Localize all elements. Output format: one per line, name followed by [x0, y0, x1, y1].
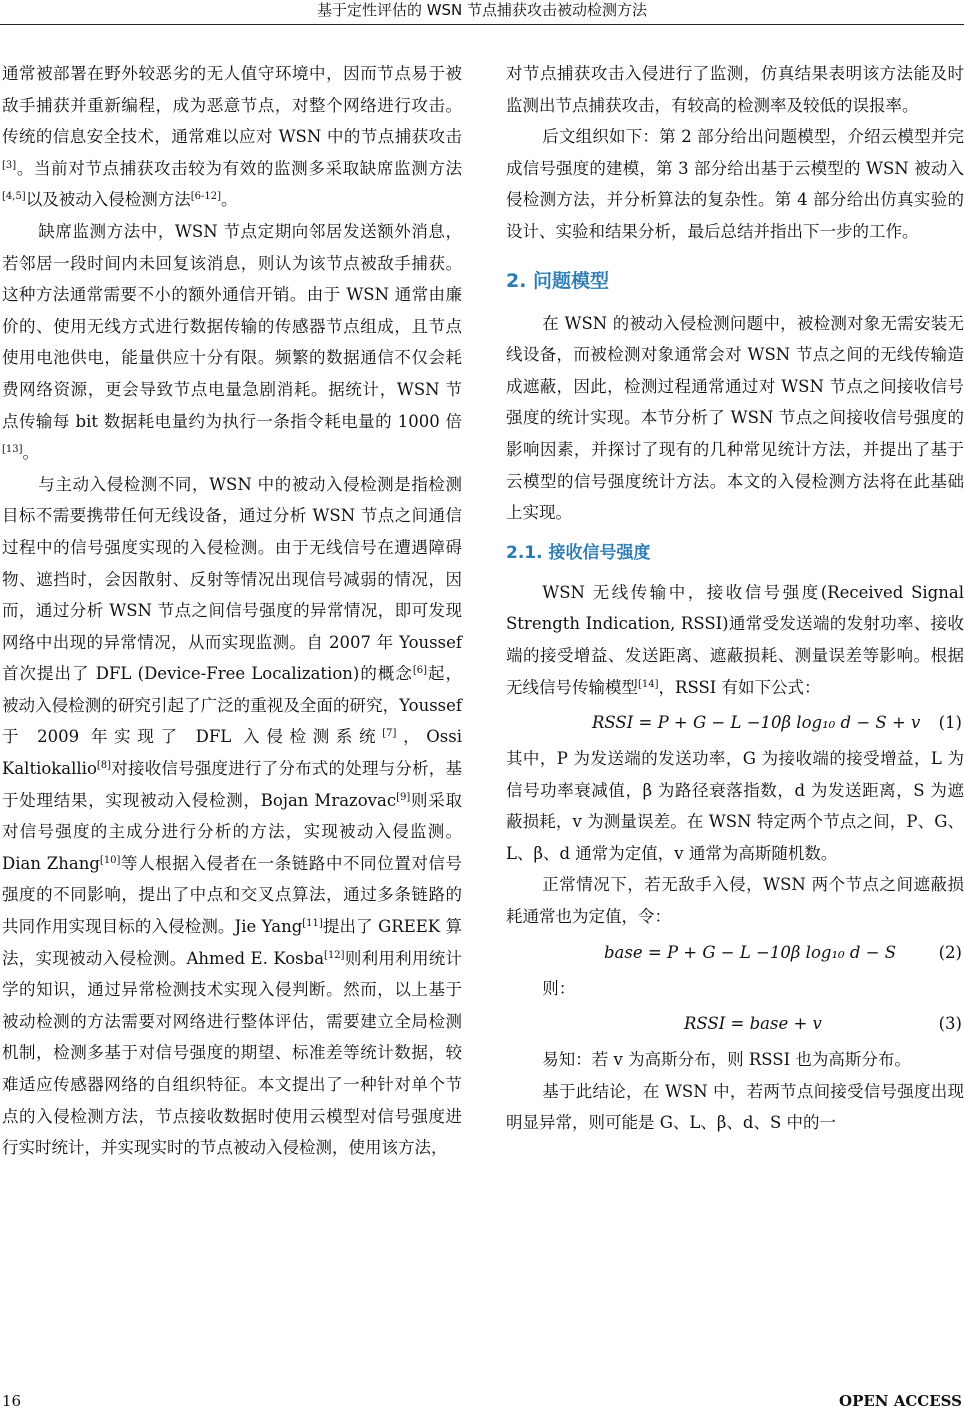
citation-marker: [4,5]	[2, 191, 26, 203]
body-paragraph: 其中，P 为发送端的发送功率，G 为接收端的接受增益，L 为信号功率衰减值，β 为路径衰落指数，d 为发送距离，S 为遮蔽损耗，v 为测量误差。在 WSN 特定两个节点之间，P、G、L、β、d 通常为定值，v 通常为高斯随机数。	[506, 749, 964, 863]
citation-marker: [10]	[99, 854, 121, 866]
body-paragraph: 基于此结论，在 WSN 中，若两节点间接受信号强度出现明显异常，则可能是 G、L、β、d、S 中的一	[506, 1081, 964, 1133]
body-paragraph: 对节点捕获攻击入侵进行了监测，仿真结果表明该方法能及时监测出节点捕获攻击，有较高的检测率及较低的误报率。	[506, 64, 964, 115]
equation-expression: RSSI = P + G − L −10β log₁₀ d − S + v	[592, 713, 921, 733]
equation-1	[506, 703, 964, 743]
equation-expression: RSSI = base + v	[684, 1014, 822, 1034]
page-footer	[0, 1391, 964, 1411]
citation-marker: [14]	[638, 678, 659, 690]
body-paragraph: 后文组织如下：第 2 部分给出问题模型，介绍云模型并完成信号强度的建模，第 3 部分给出基于云模型的 WSN 被动入侵检测方法，并分析算法的复杂性。第 4 部分给出仿真实验的设计、实验和结果分析，最后总结并指出下一步的工作。	[506, 127, 964, 241]
body-paragraph: 正常情况下，若无敌手入侵，WSN 两个节点之间遮蔽损耗通常也为定值，令：	[506, 875, 964, 927]
section-heading: 2. 问题模型	[506, 269, 610, 292]
equation-number: (2)	[938, 942, 962, 962]
body-paragraph: 缺席监测方法中，WSN 节点定期向邻居发送额外消息，若邻居一段时间内未回复该消息，则认为该节点被敌手捕获。这种方法通常需要不小的额外通信开销。由于 WSN 通常由廉价的、使用无线方式进行数据传输的传感器节点组成，且节点使用电池供电，能量供应十分有限。频繁的数据通信不仅会耗费网络资源，更会导致节点电量急剧消耗。据统计，WSN 节点传输每 bit 数据耗电量约为执行一条指令耗电量的 1000 倍[13]。	[2, 221, 462, 463]
body-paragraph: 在 WSN 的被动入侵检测问题中，被检测对象无需安装无线设备，而被检测对象通常会对 WSN 节点之间的无线传输造成遮蔽，因此，检测过程通常通过对 WSN 节点之间接收信号强度的统计实现。本节分析了 WSN 节点之间接收信号强度的影响因素，并探讨了现有的几种常见统计方法，并提出了基于云模型的信号强度统计方法。本文的入侵检测方法将在此基础上实现。	[506, 313, 964, 523]
body-paragraph: 通常被部署在野外较恶劣的无人值守环境中，因而节点易于被敌手捕获并重新编程，成为恶意节点，对整个网络进行攻击。传统的信息安全技术，通常难以应对 WSN 中的节点捕获攻击[3]。当前对节点捕获攻击较为有效的监测多采取缺席监测方法[4,5]以及被动入侵检测方法[6-12]。	[2, 64, 462, 210]
citation-marker: [13]	[2, 444, 23, 456]
body-paragraph: WSN 无线传输中，接收信号强度(Received Signal Strength Indication, RSSI)通常受发送端的发射功率、接收端的接受增益、发送距离、遮蔽损耗、测量误差等影响。根据无线信号传输模型[14]，RSSI 有如下公式：	[506, 582, 964, 697]
equation-2	[506, 933, 964, 973]
page-number: 16	[2, 1392, 22, 1410]
body-paragraph: 与主动入侵检测不同，WSN 中的被动入侵检测是指检测目标不需要携带任何无线设备，通过分析 WSN 节点之间通信过程中的信号强度实现的入侵检测。由于无线信号在遭遇障碍物、遮挡时，会因散射、反射等情况出现信号减弱的情况，因而，通过分析 WSN 节点之间信号强度的异常情况，即可发现网络中出现的异常情况，从而实现监测。自 2007 年 Youssef 首次提出了 DFL (Device-Free Localization)的概念[6]起，被动入侵检测的研究引起了广泛的重视及全面的研究，Youssef 于 2009 年实现了 DFL 入侵检测系统[7]，Ossi Kaltiokallio[8]对接收信号强度进行了分布式的处理与分析，基于处理结果，实现被动入侵检测，Bojan Mrazovac[9]则采取对信号强度的主成分进行分析的方法，实现被动入侵监测。Dian Zhang[10]等人根据入侵者在一条链路中不同位置对信号强度的不同影响，提出了中点和交叉点算法，通过多条链路的共同作用实现目标的入侵检测。Jie Yang[11]提出了 GREEK 算法，实现被动入侵检测。Ahmed E. Kosba[12]则利用利用统计学的知识，通过异常检测技术实现入侵判断。然而，以上基于被动检测的方法需要对网络进行整体评估，需要建立全局检测机制，检测多基于对信号强度的期望、标准差等统计数据，较难适应传感器网络的自组织特征。本文提出了一种针对单个节点的入侵检测方法，节点接收数据时使用云模型对信号强度进行实时统计，并实现实时的节点被动入侵检测，使用该方法，	[2, 474, 463, 1158]
equation-3	[506, 1004, 964, 1044]
citation-marker: [7]	[382, 728, 397, 740]
citation-marker: [11]	[302, 918, 323, 930]
subsection-heading: 2.1. 接收信号强度	[506, 542, 651, 563]
running-header	[0, 0, 964, 25]
right-column	[506, 58, 964, 1139]
equation-expression: base = P + G − L −10β log₁₀ d − S	[604, 942, 897, 962]
citation-marker: [12]	[324, 949, 345, 961]
citation-marker: [6-12]	[190, 191, 221, 203]
left-column	[2, 58, 462, 1164]
citation-marker: [8]	[96, 760, 112, 772]
body-paragraph: 则：	[542, 978, 576, 998]
journal-label: OPEN ACCESS	[839, 1392, 962, 1410]
citation-marker: [3]	[2, 159, 17, 171]
body-paragraph: 易知：若 v 为高斯分布，则 RSSI 也为高斯分布。	[542, 1050, 911, 1070]
citation-marker: [6]	[412, 665, 427, 677]
equation-number: (3)	[938, 1014, 962, 1034]
equation-number: (1)	[938, 713, 962, 733]
running-title: 基于定性评估的 WSN 节点捕获攻击被动检测方法	[316, 1, 648, 19]
citation-marker: [9]	[396, 791, 411, 803]
